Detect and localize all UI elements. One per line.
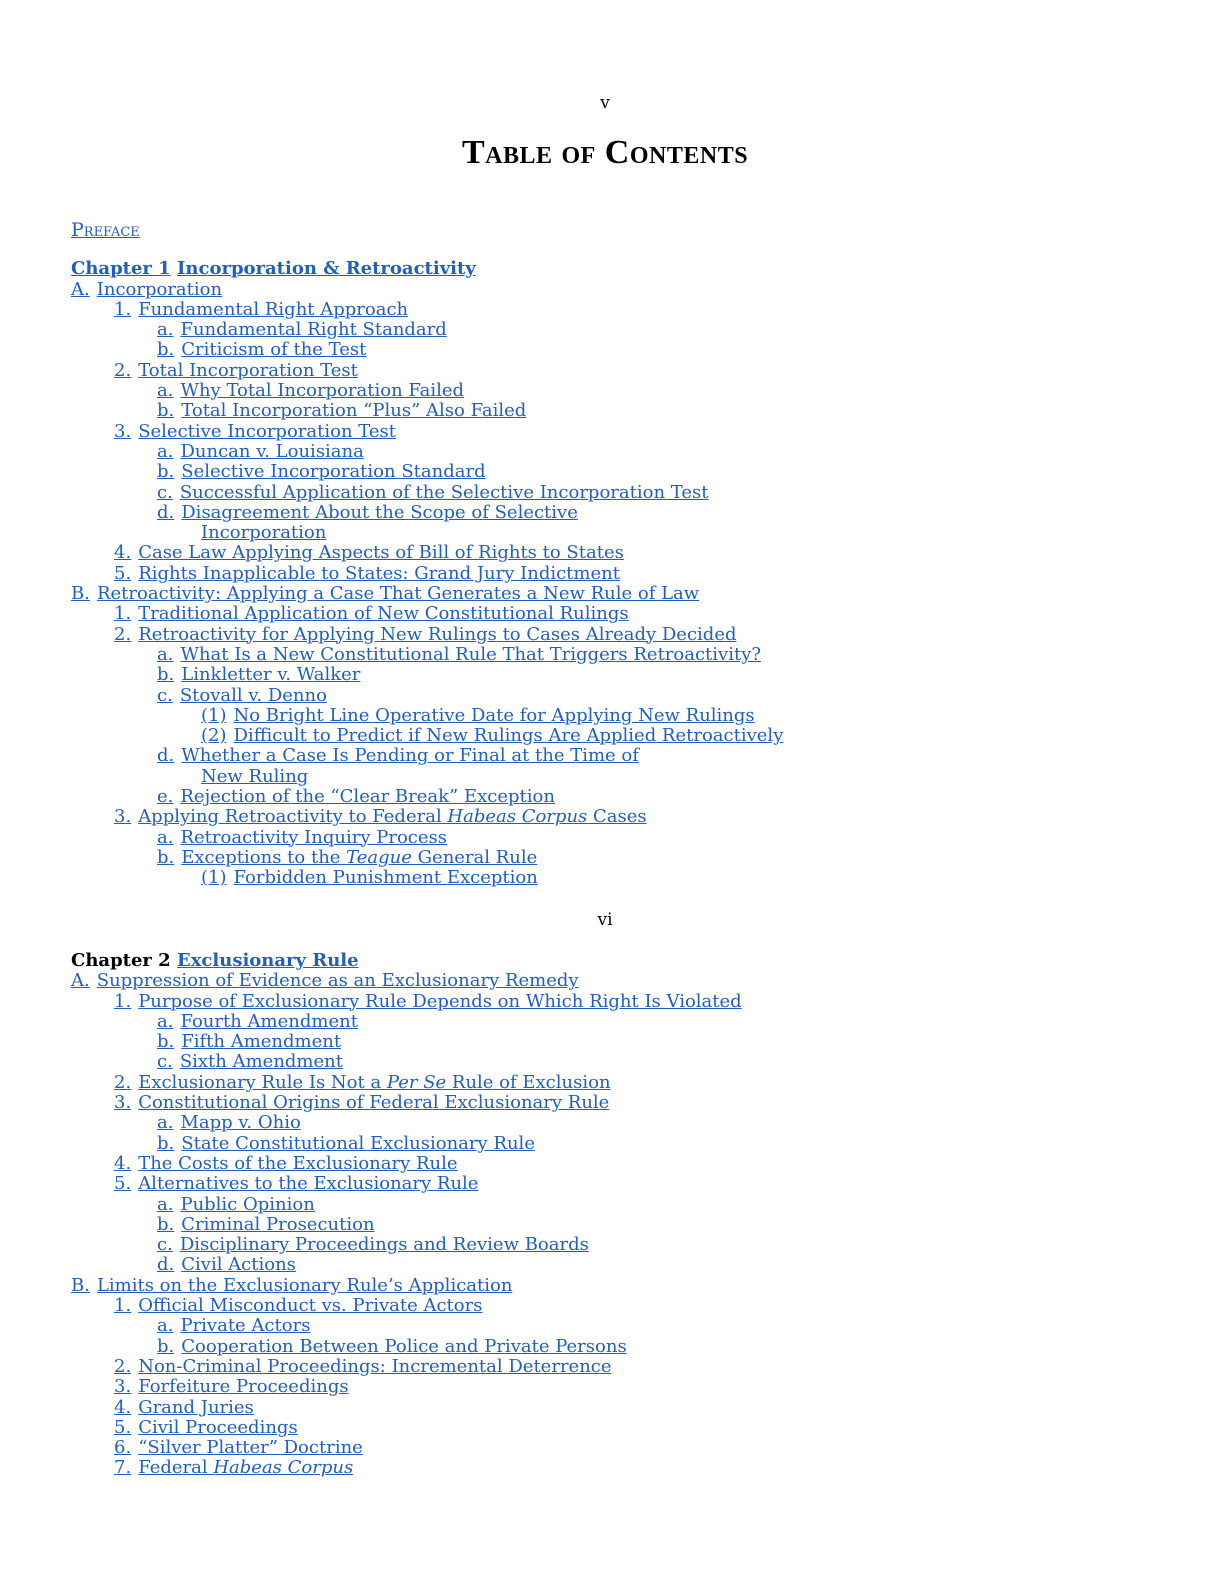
toc-entry-link[interactable]	[180, 1234, 589, 1255]
toc-entry-text: Why Total Incorporation Failed	[180, 380, 465, 402]
toc-entry-text: Rights Inapplicable to States: Grand Jury Indictment	[138, 562, 620, 584]
toc-entry	[71, 1377, 1171, 1397]
toc-entry	[71, 483, 1171, 503]
toc-entry-number[interactable]: c.	[157, 1051, 173, 1073]
toc-entry	[71, 971, 1171, 991]
toc-entry-number[interactable]: (1)	[201, 867, 227, 889]
toc-entry-number[interactable]: 1.	[114, 298, 132, 320]
toc-section-2	[71, 951, 1171, 1479]
toc-entry-text: Alternatives to the Exclusionary Rule	[138, 1173, 479, 1195]
chapter-2-label: Chapter 2	[71, 950, 171, 971]
toc-entry-text: Forbidden Punishment Exception	[233, 867, 538, 889]
toc-entry	[71, 1073, 1171, 1093]
toc-entry-link[interactable]	[138, 806, 646, 827]
page-number: vi	[597, 910, 613, 930]
toc-entry-link[interactable]	[180, 1011, 357, 1032]
toc-entry-italic-text: Per Se	[386, 1071, 447, 1093]
toc-entry-link[interactable]	[97, 279, 222, 300]
toc-entry-text: Incorporation	[96, 278, 223, 300]
chapter-2-title-link[interactable]: Exclusionary Rule	[176, 950, 359, 971]
toc-entry	[71, 340, 1171, 360]
toc-entry-link[interactable]	[138, 1437, 363, 1458]
toc-entry	[71, 706, 1171, 726]
toc-entry	[71, 503, 1171, 523]
toc-entry-number[interactable]: c.	[157, 1234, 173, 1256]
toc-entry-link[interactable]	[180, 685, 327, 706]
toc-entry-link[interactable]	[181, 502, 578, 523]
toc-entry-text: Criminal Prosecution	[181, 1213, 375, 1235]
toc-entry-number[interactable]: 1.	[114, 603, 132, 625]
toc-entry-number[interactable]: a.	[157, 440, 174, 462]
toc-entry-number[interactable]: b.	[157, 400, 175, 422]
toc-entry-text: No Bright Line Operative Date for Applying New Rulings	[233, 704, 755, 726]
toc-entry-number[interactable]: 5.	[114, 562, 132, 584]
toc-entry	[71, 564, 1171, 584]
toc-entry	[71, 726, 1171, 746]
toc-entry-number[interactable]: 4.	[114, 542, 132, 564]
toc-entry	[71, 401, 1171, 421]
toc-entry-link[interactable]	[138, 624, 736, 645]
chapter-1-entries	[71, 280, 1171, 889]
toc-entry	[71, 1235, 1171, 1255]
toc-entry-link[interactable]	[138, 1153, 457, 1174]
page-title: Table of Contents	[461, 134, 749, 171]
toc-entry	[71, 462, 1171, 482]
toc-entry-number[interactable]: a.	[157, 1112, 174, 1134]
toc-entry-number[interactable]: b.	[157, 664, 175, 686]
toc-entry	[71, 1458, 1171, 1478]
toc-entry	[71, 807, 1171, 827]
page-number: v	[600, 93, 610, 113]
toc-entry-link[interactable]	[138, 1356, 611, 1377]
toc-entry-text: Linkletter v. Walker	[181, 664, 361, 686]
toc-entry-link[interactable]	[181, 745, 639, 766]
toc-entry-link[interactable]	[180, 644, 761, 665]
toc-entry-text: Retroactivity for Applying New Rulings to Cases Already Decided	[138, 623, 737, 645]
toc-entry-link[interactable]	[181, 461, 485, 482]
toc-entry-text: Public Opinion	[180, 1193, 315, 1215]
toc-entry	[71, 868, 1171, 888]
toc-entry-text: Duncan v. Louisiana	[180, 440, 364, 462]
toc-entry-number[interactable]: 1.	[114, 990, 132, 1012]
toc-entry-text: Total Incorporation “Plus” Also Failed	[181, 400, 527, 422]
toc-section-1	[71, 220, 1171, 889]
toc-entry-text: State Constitutional Exclusionary Rule	[181, 1132, 535, 1154]
toc-entry-link[interactable]	[138, 603, 628, 624]
toc-entry-link[interactable]	[138, 563, 620, 584]
toc-entry-text: Incorporation	[201, 522, 327, 544]
toc-entry-number[interactable]: 2.	[114, 1071, 132, 1093]
toc-entry-link[interactable]	[97, 1275, 512, 1296]
toc-entry-text: Official Misconduct vs. Private Actors	[138, 1295, 483, 1317]
toc-entry-link[interactable]	[180, 1194, 314, 1215]
toc-entry	[71, 1418, 1171, 1438]
toc-entry-number[interactable]: 3.	[114, 1092, 132, 1114]
toc-entry	[71, 1174, 1171, 1194]
toc-entry-link[interactable]	[180, 482, 709, 503]
toc-entry-text: Criticism of the Test	[181, 339, 367, 361]
toc-entry-number[interactable]: d.	[157, 1254, 175, 1276]
toc-entry-link[interactable]	[181, 664, 360, 685]
toc-entry	[71, 1276, 1171, 1296]
toc-entry-number[interactable]: (1)	[201, 704, 227, 726]
toc-entry-number[interactable]: 2.	[114, 623, 132, 645]
toc-entry-link[interactable]	[181, 1336, 626, 1357]
toc-entry-text: Non-Criminal Proceedings: Incremental Deterrence	[138, 1355, 612, 1377]
toc-entry-link[interactable]	[138, 360, 358, 381]
toc-entry-link[interactable]	[181, 400, 526, 421]
toc-entry	[71, 848, 1171, 868]
toc-entry	[71, 1357, 1171, 1377]
toc-entry-text: Fourth Amendment	[180, 1010, 358, 1032]
toc-entry	[71, 381, 1171, 401]
toc-entry	[71, 1093, 1171, 1113]
toc-entry-number[interactable]: a.	[157, 826, 174, 848]
toc-entry-text: Case Law Applying Aspects of Bill of Rights to States	[138, 542, 624, 564]
toc-entry	[71, 767, 1171, 787]
toc-entry-text: Exceptions to the	[181, 846, 347, 868]
toc-entry-text: Fifth Amendment	[181, 1031, 342, 1053]
toc-entry	[71, 992, 1171, 1012]
toc-entry-italic-text: Habeas Corpus	[447, 806, 588, 828]
toc-entry-text: Civil Proceedings	[138, 1416, 298, 1438]
toc-entry-link[interactable]	[180, 441, 363, 462]
toc-entry-text: Difficult to Predict if New Rulings Are Applied Retroactively	[233, 725, 784, 747]
toc-entry-text: Limits on the Exclusionary Rule’s Application	[96, 1274, 513, 1296]
toc-entry	[71, 543, 1171, 563]
toc-entry-link[interactable]	[234, 705, 755, 726]
toc-entry-number[interactable]: 7.	[114, 1457, 132, 1479]
toc-entry-text: Traditional Application of New Constitutional Rulings	[138, 603, 629, 625]
toc-entry	[71, 442, 1171, 462]
toc-entry	[71, 1438, 1171, 1458]
toc-entry-link[interactable]	[97, 583, 699, 604]
toc-entry-number[interactable]: b.	[157, 1213, 175, 1235]
toc-entry-number[interactable]: A.	[71, 278, 90, 300]
toc-entry-text: Fundamental Right Approach	[138, 298, 409, 320]
toc-entry-text: Suppression of Evidence as an Exclusionary Remedy	[96, 970, 579, 992]
chapter-1-label-link[interactable]: Chapter 1	[71, 258, 171, 280]
toc-entry-link[interactable]	[138, 1173, 478, 1194]
toc-entry-number[interactable]: 2.	[114, 1355, 132, 1377]
toc-entry	[71, 1316, 1171, 1336]
toc-entry	[71, 1255, 1171, 1275]
toc-entry-link[interactable]	[234, 867, 538, 888]
toc-entry-text: Cooperation Between Police and Private Persons	[181, 1335, 627, 1357]
toc-entry-text: Rejection of the “Clear Break” Exception	[180, 786, 555, 808]
toc-entry	[71, 1195, 1171, 1215]
toc-entry-link[interactable]	[180, 786, 555, 807]
toc-entry	[71, 686, 1171, 706]
toc-entry-text: Forfeiture Proceedings	[138, 1376, 349, 1398]
toc-entry-number[interactable]: 4.	[114, 1152, 132, 1174]
toc-entry	[71, 523, 1171, 543]
toc-entry-number[interactable]: b.	[157, 339, 175, 361]
toc-entry	[71, 604, 1171, 624]
toc-entry-number[interactable]: b.	[157, 1031, 175, 1053]
toc-entry-text: Applying Retroactivity to Federal	[138, 806, 448, 828]
chapter-heading	[71, 951, 1171, 971]
toc-entry-number[interactable]: c.	[157, 481, 173, 503]
toc-entry-text: Sixth Amendment	[179, 1051, 343, 1073]
toc-entry-text: Successful Application of the Selective Incorporation Test	[179, 481, 709, 503]
toc-entry-text: Exclusionary Rule Is Not a	[138, 1071, 387, 1093]
toc-entry-link[interactable]	[201, 766, 308, 787]
toc-entry-number[interactable]: b.	[157, 1335, 175, 1357]
toc-entry-number[interactable]: e.	[157, 786, 174, 808]
toc-entry	[71, 280, 1171, 300]
toc-entry	[71, 1398, 1171, 1418]
toc-entry-link[interactable]	[201, 522, 326, 543]
toc-entry-number[interactable]: b.	[157, 461, 175, 483]
toc-entry-link[interactable]	[138, 299, 408, 320]
toc-entry-number[interactable]: A.	[71, 970, 90, 992]
toc-entry-number[interactable]: 1.	[114, 1295, 132, 1317]
toc-entry-link[interactable]	[138, 991, 742, 1012]
toc-entry-number[interactable]: a.	[157, 643, 174, 665]
toc-entry-text: Whether a Case Is Pending or Final at the Time of	[181, 745, 639, 767]
toc-entry-number[interactable]: 5.	[114, 1416, 132, 1438]
toc-entry	[71, 1134, 1171, 1154]
toc-entry-number[interactable]: 2.	[114, 359, 132, 381]
toc-entry-link[interactable]	[138, 1092, 609, 1113]
toc-entry-number[interactable]: a.	[157, 380, 174, 402]
toc-entry-text: New Ruling	[201, 765, 309, 787]
toc-entry-text: Retroactivity: Applying a Case That Generates a New Rule of Law	[96, 583, 700, 605]
toc-entry	[71, 1052, 1171, 1072]
toc-entry	[71, 422, 1171, 442]
toc-entry-text: Grand Juries	[138, 1396, 254, 1418]
toc-entry-italic-text: Habeas Corpus	[213, 1457, 354, 1479]
preface-link[interactable]: Preface	[71, 219, 140, 241]
toc-entry-text-after: General Rule	[411, 846, 538, 868]
toc-entry-number[interactable]: c.	[157, 684, 173, 706]
toc-entry-link[interactable]	[181, 1133, 535, 1154]
toc-entry-link[interactable]	[97, 970, 579, 991]
toc-entry-number[interactable]: a.	[157, 1010, 174, 1032]
toc-entry-number[interactable]: a.	[157, 1315, 174, 1337]
toc-entry-text: “Silver Platter” Doctrine	[138, 1437, 363, 1459]
toc-entry	[71, 1154, 1171, 1174]
toc-entry-text: Federal	[138, 1457, 214, 1479]
toc-entry-text: Selective Incorporation Standard	[181, 461, 486, 483]
toc-entry-link[interactable]	[181, 1254, 296, 1275]
toc-entry-link[interactable]	[180, 827, 447, 848]
toc-entry-text: Stovall v. Denno	[179, 684, 327, 706]
toc-entry-link[interactable]	[180, 319, 446, 340]
toc-entry-link[interactable]	[138, 1072, 610, 1093]
toc-entry-number[interactable]: 6.	[114, 1437, 132, 1459]
toc-entry-link[interactable]	[138, 1457, 353, 1478]
toc-entry	[71, 625, 1171, 645]
toc-entry-link[interactable]	[180, 1315, 310, 1336]
toc-entry-link[interactable]	[180, 1112, 300, 1133]
toc-entry	[71, 300, 1171, 320]
chapter-2-entries	[71, 971, 1171, 1478]
toc-entry-text: Selective Incorporation Test	[138, 420, 396, 442]
toc-entry-text: Total Incorporation Test	[138, 359, 358, 381]
toc-entry-text: Purpose of Exclusionary Rule Depends on Which Right Is Violated	[138, 990, 742, 1012]
toc-entry-number[interactable]: d.	[157, 745, 175, 767]
toc-entry-link[interactable]	[181, 1214, 374, 1235]
chapter-1-title-link[interactable]: Incorporation & Retroactivity	[176, 258, 476, 280]
toc-entry-number[interactable]: 3.	[114, 420, 132, 442]
toc-entry-link[interactable]	[138, 1417, 298, 1438]
toc-entry-number[interactable]: 3.	[114, 1376, 132, 1398]
toc-entry	[71, 1113, 1171, 1133]
toc-entry-number[interactable]: 3.	[114, 806, 132, 828]
toc-entry-link[interactable]	[138, 421, 396, 442]
toc-entry	[71, 1012, 1171, 1032]
toc-entry	[71, 746, 1171, 766]
toc-entry-text: Disciplinary Proceedings and Review Boards	[179, 1234, 589, 1256]
toc-entry-text: Constitutional Origins of Federal Exclusionary Rule	[138, 1092, 610, 1114]
toc-entry-number[interactable]: B.	[71, 583, 90, 605]
toc-entry	[71, 1296, 1171, 1316]
toc-entry-text: Civil Actions	[181, 1254, 296, 1276]
toc-entry-number[interactable]: b.	[157, 846, 175, 868]
toc-entry-number[interactable]: B.	[71, 1274, 90, 1296]
toc-entry-text: Fundamental Right Standard	[180, 319, 447, 341]
toc-entry	[71, 584, 1171, 604]
toc-entry-link[interactable]	[180, 380, 464, 401]
toc-entry-number[interactable]: (2)	[201, 725, 227, 747]
toc-entry-link[interactable]	[181, 847, 537, 868]
toc-entry	[71, 828, 1171, 848]
toc-entry-link[interactable]	[234, 725, 784, 746]
toc-entry-link[interactable]	[181, 1031, 341, 1052]
toc-entry-number[interactable]: b.	[157, 1132, 175, 1154]
toc-entry	[71, 1032, 1171, 1052]
toc-entry-number[interactable]: a.	[157, 1193, 174, 1215]
toc-entry-number[interactable]: a.	[157, 319, 174, 341]
toc-entry-text-after: Cases	[587, 806, 647, 828]
toc-entry-text-after: Rule of Exclusion	[446, 1071, 611, 1093]
toc-entry-link[interactable]	[138, 1397, 254, 1418]
toc-entry-link[interactable]	[180, 1051, 343, 1072]
toc-entry-number[interactable]: 4.	[114, 1396, 132, 1418]
toc-entry	[71, 665, 1171, 685]
toc-entry	[71, 645, 1171, 665]
toc-entry-link[interactable]	[181, 339, 366, 360]
toc-entry-text: Disagreement About the Scope of Selective	[181, 501, 578, 523]
toc-entry-link[interactable]	[138, 542, 624, 563]
toc-entry-italic-text: Teague	[346, 846, 412, 868]
toc-entry	[71, 320, 1171, 340]
toc-entry-number[interactable]: d.	[157, 501, 175, 523]
toc-entry-text: What Is a New Constitutional Rule That Triggers Retroactivity?	[180, 643, 762, 665]
toc-entry-text: Retroactivity Inquiry Process	[180, 826, 448, 848]
chapter-heading	[71, 259, 1171, 279]
toc-entry-text: Mapp v. Ohio	[180, 1112, 301, 1134]
toc-entry	[71, 361, 1171, 381]
toc-entry	[71, 1215, 1171, 1235]
toc-entry-number[interactable]: 5.	[114, 1173, 132, 1195]
toc-entry	[71, 1337, 1171, 1357]
toc-entry-link[interactable]	[138, 1295, 482, 1316]
toc-entry	[71, 787, 1171, 807]
toc-entry-text: The Costs of the Exclusionary Rule	[138, 1152, 458, 1174]
toc-entry-link[interactable]	[138, 1376, 348, 1397]
toc-entry-text: Private Actors	[180, 1315, 311, 1337]
